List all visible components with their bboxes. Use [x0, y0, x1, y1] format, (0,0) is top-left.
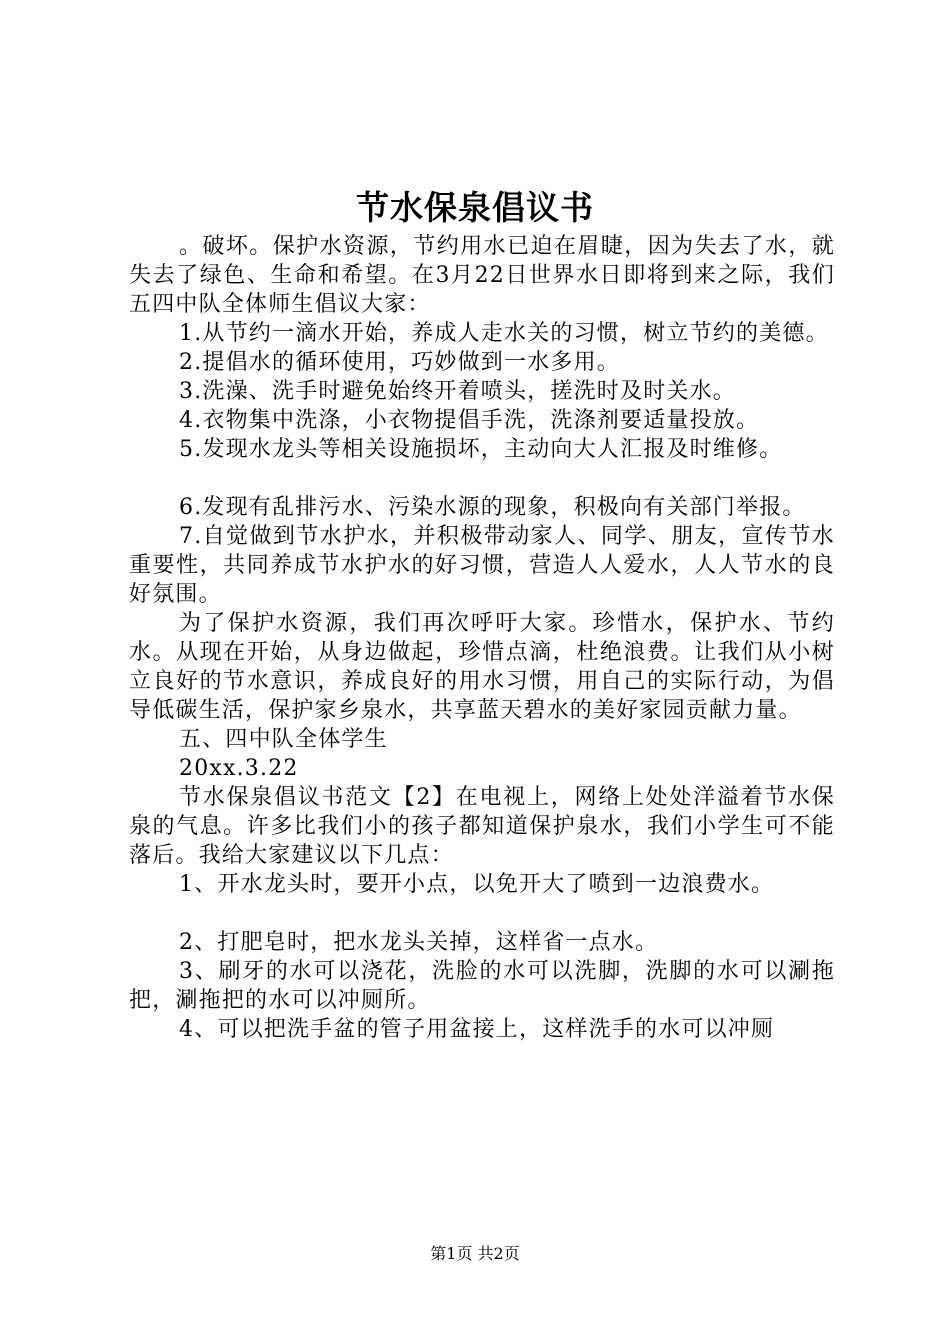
- paragraph-item-6: 6.发现有乱排污水、污染水源的现象，积极向有关部门举报。: [179, 495, 806, 520]
- paragraph-item-4: 4.衣物集中洗涤，小衣物提倡手洗，洗涤剂要适量投放。: [179, 408, 760, 433]
- paragraph-item-7: 7.自觉做到节水护水，并积极带动家人、同学、朋友，宣传节水重要性，共同养成节水护水的好习惯，营造人人爱水，人人节水的良好氛围。: [129, 524, 835, 607]
- page-number-footer: 第1页 共2页: [430, 1244, 520, 1263]
- document-title: 节水保泉倡议书: [356, 188, 594, 227]
- paragraph-suggestion-3: 3、刷牙的水可以浇花，洗脸的水可以洗脚，洗脚的水可以涮拖把，涮拖把的水可以冲厕所。: [129, 959, 835, 1013]
- paragraph-sample-2-intro: 节水保泉倡议书范文【2】在电视上，网络上处处洋溢着节水保泉的气息。许多比我们小的孩子都知道保护泉水，我们小学生可不能落后。我给大家建议以下几点：: [129, 785, 835, 868]
- paragraph-item-3: 3.洗澡、洗手时避免始终开着喷头，搓洗时及时关水。: [179, 379, 736, 404]
- paragraph-suggestion-2: 2、打肥皂时，把水龙头关掉，这样省一点水。: [179, 930, 659, 955]
- paragraph-intro: 。破坏。保护水资源，节约用水已迫在眉睫，因为失去了水，就失去了绿色、生命和希望。在3月22日世界水日即将到来之际，我们五四中队全体师生倡议大家：: [129, 234, 835, 317]
- paragraph-appeal: 为了保护水资源，我们再次呼吁大家。珍惜水，保护水、节约水。从现在开始，从身边做起，珍惜点滴，杜绝浪费。让我们从小树立良好的节水意识，养成良好的用水习惯，用自己的实际行动，为倡导低碳生活，保护家乡泉水，共享蓝天碧水的美好家园贡献力量。: [129, 611, 835, 723]
- paragraph-item-2: 2.提倡水的循环使用，巧妙做到一水多用。: [179, 350, 620, 375]
- paragraph-item-5: 5.发现水龙头等相关设施损坏，主动向大人汇报及时维修。: [179, 437, 783, 462]
- paragraph-suggestion-4: 4、可以把洗手盆的管子用盆接上，这样洗手的水可以冲厕: [179, 1017, 775, 1042]
- paragraph-date: 20xx.3.22: [179, 756, 299, 781]
- paragraph-item-1: 1.从节约一滴水开始，养成人走水关的习惯，树立节约的美德。: [179, 321, 829, 346]
- paragraph-suggestion-1: 1、开水龙头时，要开小点，以免开大了喷到一边浪费水。: [179, 872, 775, 897]
- document-body: [129, 232, 835, 1044]
- paragraph-signature: 五、四中队全体学生: [179, 727, 388, 752]
